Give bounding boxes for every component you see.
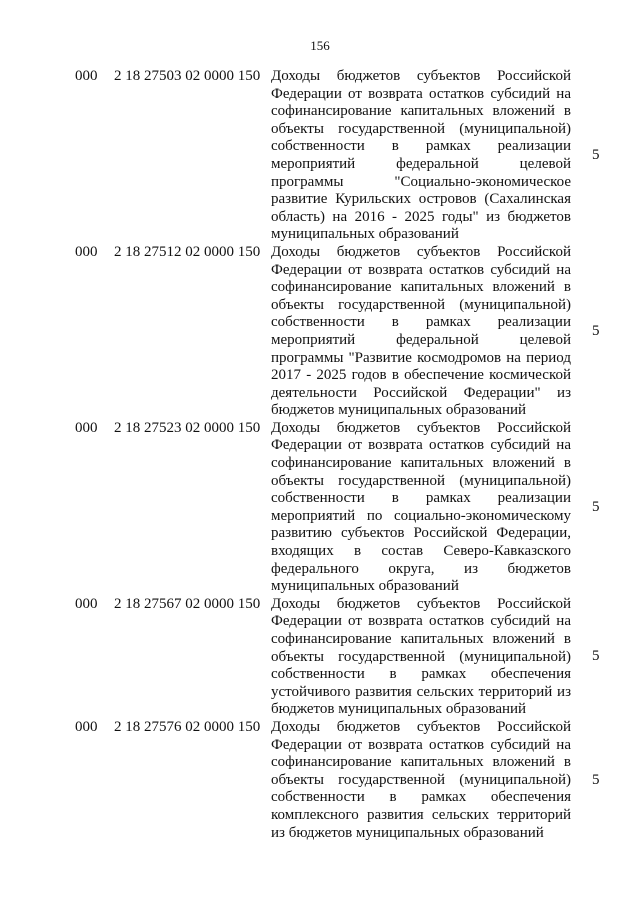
income-code: 2 18 27567 02 0000 150: [114, 595, 261, 612]
income-code: 2 18 27576 02 0000 150: [114, 718, 261, 735]
admin-code: 000: [75, 243, 98, 260]
income-code: 2 18 27503 02 0000 150: [114, 68, 261, 84]
row-value: 5: [592, 323, 600, 340]
table-row: [0, 596, 640, 719]
row-value: 5: [592, 648, 600, 665]
admin-code: 000: [75, 718, 98, 735]
income-codes-table: [0, 68, 640, 842]
income-description: Доходы бюджетов субъектов Российской Федерации от возврата остатков субсидий на софинансирование капитальных вложений в объекты государственной (муниципальной) собственности в рамках реализации мероприятий по социально-экономическому развитию субъектов Российской Федерации, входящих в состав Северо-Кавказского федерального округа, из бюджетов муниципальных образований: [271, 419, 571, 595]
row-value: 5: [592, 147, 600, 164]
admin-code: 000: [75, 419, 98, 436]
income-code: 2 18 27523 02 0000 150: [114, 419, 261, 436]
table-row: [0, 420, 640, 596]
admin-code: 000: [75, 595, 98, 612]
row-value: 5: [592, 771, 600, 788]
row-value: 5: [592, 499, 600, 516]
table-row: [0, 244, 640, 420]
table-row: [0, 719, 640, 842]
income-description: Доходы бюджетов субъектов Российской Федерации от возврата остатков субсидий на софинансирование капитальных вложений в объекты государственной (муниципальной) собственности в рамках реализации мероприятий федеральной целевой программы "Развитие космодромов на период 2017 - 2025 годов в обеспечение космической деятельности Российской Федерации" из бюджетов муниципальных образований: [271, 243, 571, 419]
page-number: 156: [310, 38, 330, 53]
income-description: Доходы бюджетов субъектов Российской Федерации от возврата остатков субсидий на софинансирование капитальных вложений в объекты государственной (муниципальной) собственности в рамках обеспечения устойчивого развития сельских территорий из бюджетов муниципальных образований: [271, 595, 571, 718]
income-code: 2 18 27512 02 0000 150: [114, 243, 261, 260]
income-description: Доходы бюджетов субъектов Российской Федерации от возврата остатков субсидий на софинансирование капитальных вложений в объекты государственной (муниципальной) собственности в рамках обеспечения комплексного развития сельских территорий из бюджетов муниципальных образований: [271, 718, 571, 841]
table-row: [0, 68, 640, 244]
income-description: Доходы бюджетов субъектов Российской Федерации от возврата остатков субсидий на софинансирование капитальных вложений в объекты государственной (муниципальной) собственности в рамках реализации мероприятий федеральной целевой программы "Социально-экономическое развитие Курильских островов (Сахалинская область) на 2016 - 2025 годы" из бюджетов муниципальных образований: [271, 68, 571, 243]
admin-code: 000: [75, 68, 98, 84]
